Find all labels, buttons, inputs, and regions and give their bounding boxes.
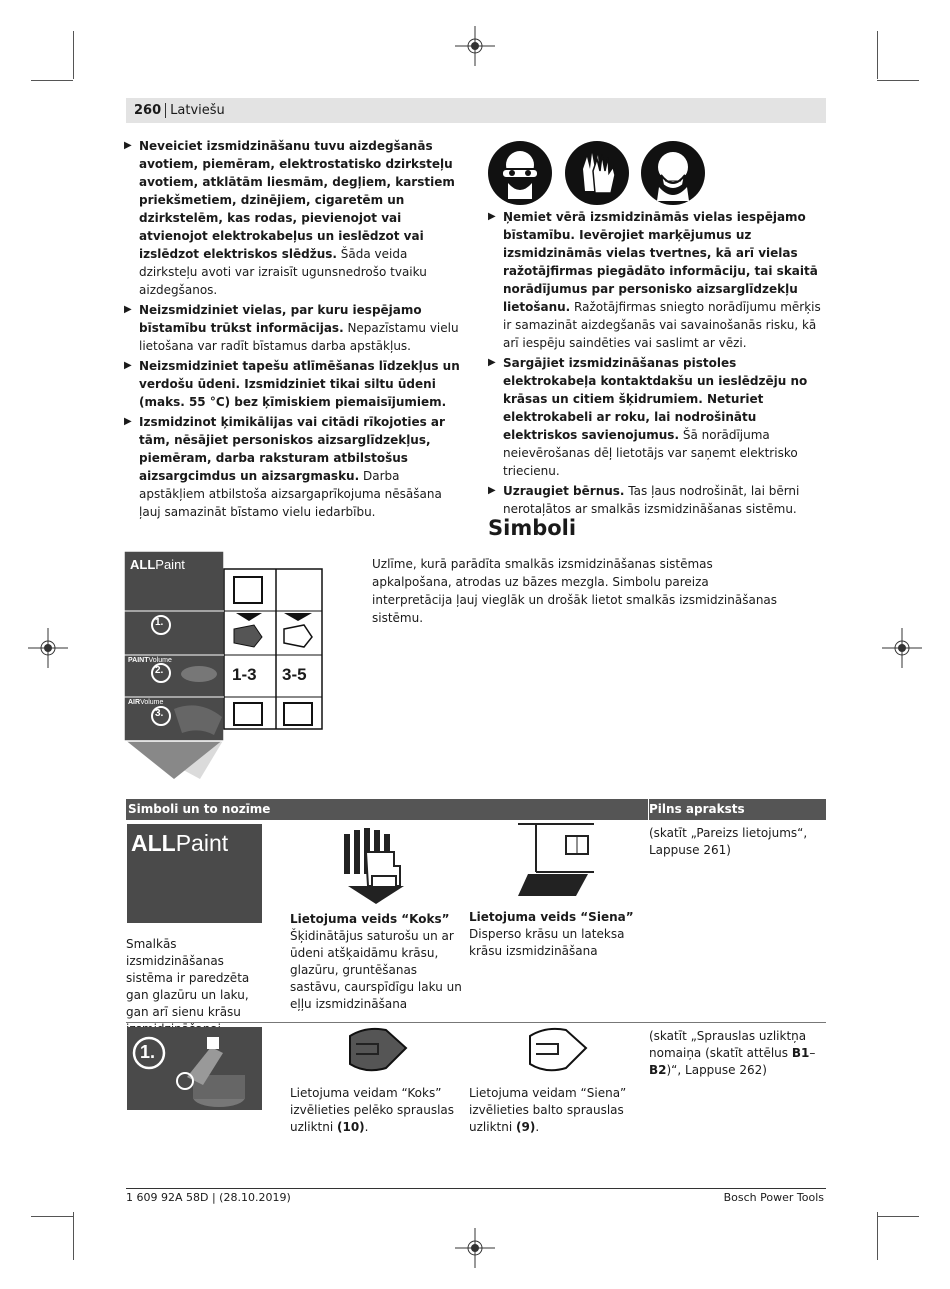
wall-application-icon [516,822,596,902]
allpaint-logo-box [127,824,262,923]
wood-application-text [290,911,465,1013]
registration-mark-left [28,628,68,668]
crop-mark [73,31,74,79]
safety-bullet: ▶ Ņemiet vērā izsmidzināmās vielas iespējamo bīstamību. Ievērojiet marķējumus uz izsmidzināmās vielas tvertnes, kā arī vielas ražotājfirmas piegādāto informāciju, tai skaitā norādījumus par personisko aizsarglīdzekļu lietošanu. Ražotājfirmas sniegto norādījumu mērķis ir samazināt aizdegšanās vai savainošanās risku, kā arī iespēju saindēties vai saslimt ar vēzi. [488,208,828,352]
wood-application-title: Lietojuma veids “Koks” [290,912,450,926]
footer-brand: Bosch Power Tools [723,1191,824,1204]
wood-application-icon [336,824,416,910]
sticker-range-wood: 1-3 [232,665,257,684]
table-head-divider [648,799,649,820]
registration-mark-top [455,26,495,66]
crop-mark [877,1216,919,1217]
grey-nozzle-icon [346,1026,410,1076]
white-nozzle-icon [526,1026,590,1076]
safety-bullet: ▶ Uzraugiet bērnus. Tas ļaus nodrošināt, lai bērni nerotaļātos ar smalkās izsmidzināšanas sistēmu. [488,482,828,518]
sticker-step-1: 1. [155,617,164,628]
gloves-icon [565,141,629,205]
step-1-label: 1. [140,1042,156,1062]
symbols-intro: Uzlīme, kurā parādīta smalkās izsmidzināšanas sistēmas apkalpošana, atrodas uz bāzes mezgla. Simbolu pareiza interpretācija ļauj vieglāk un drošāk lietot smalkās izsmidzināšanas sistēmu. [372,557,778,625]
white-nozzle-text: Lietojuma veidam “Siena” izvēlieties balto sprauslas uzliktni (9). [469,1086,627,1134]
safety-bullet: ▶ Izsmidzinot ķimikālijas vai citādi rīkojoties ar tām, nēsājiet personiskos aizsarglīdzekļus, piemēram, darba raksturam atbilstošus aizsargcimdus un aizsargmasku. Darba apstākļiem atbilstoša aizsargaprīkojuma nēsāšana ļauj samazināt bīstamo vielu iedarbību. [124,413,464,521]
table-head-description: Pilns apraksts [649,802,745,816]
mask-icon [641,141,705,205]
safety-bullet: ▶ Sargājiet izsmidzināšanas pistoles elektrokabeļa kontaktdakšu un ieslēdzēju no krāsas un citiem šķidrumiem. Neturiet elektrokabeli ar roku, lai nodrošinātu elektriskos savienojumus. Šā norādījuma neievērošanas dēļ lietotājs var saņemt elektrisko triecienu. [488,354,828,480]
crop-mark [877,31,878,79]
sticker-step-3: 3. [155,708,164,719]
grey-nozzle-text: Lietojuma veidam “Koks” izvēlieties pelēko sprauslas uzliktni (10). [290,1086,455,1134]
registration-mark-right [882,628,922,668]
safety-bullet: ▶ Neizsmidziniet tapešu atlīmēšanas līdzekļus un verdošu ūdeni. Izsmidziniet tikai siltu ūdeni (maks. 55 °C) bez ķīmiskiem piemaisījumiem. [124,357,464,411]
page-language: Latviešu [170,103,225,118]
left-column [124,137,464,523]
section-title: Simboli [488,516,577,540]
sticker-air-volume: AIRVolume [128,699,164,706]
sticker-range-wall: 3-5 [282,665,307,684]
crop-mark [877,1212,878,1260]
step-1-box [127,1027,262,1110]
crop-mark [877,80,919,81]
sticker-brand-logo: ALLPaint [130,557,185,572]
page-header [134,103,225,118]
wood-application-desc: Šķidinātājus saturošu un ar ūdeni atšķaidāmu krāsu, glazūru, gruntēšanas sastāvu, caurspīdīgu laku un eļļu izsmidzināšana [290,929,462,1011]
wall-application-title: Lietojuma veids “Siena” [469,910,634,924]
page-number: 260 [134,103,162,118]
footer-rule [126,1188,826,1189]
goggles-icon [488,141,552,205]
table-head-symbols: Simboli un to nozīme [128,802,271,816]
symbols-table-header [126,799,826,820]
sticker-step-2: 2. [155,665,164,676]
crop-mark [31,80,73,81]
safety-bullet: ▶ Neizsmidziniet vielas, par kuru iespējamo bīstamību trūkst informācijas. Nepazīstamu vielu lietošana var radīt bīstamus darba apstākļus. [124,301,464,355]
reference-proper-use: (skatīt „Pareizs lietojums“, Lappuse 261) [649,826,808,857]
safety-bullet: ▶ Neveiciet izsmidzināšanu tuvu aizdegšanās avotiem, piemēram, elektrostatisko dzirksteļu avotiem, atklātām liesmām, degļiem, karstiem priekšmetiem, dzinējiem, cigaretēm un dzirkstelēm, kas rodas, pievienojot vai atvienojot elektrokabeļus un ieslēdzot vai izslēdzot elektriskos slēdžus. Šāda veida dzirksteļu avoti var izraisīt ugunsnedrošo tvaiku aizdegšanos. [124,137,464,299]
reference-nozzle-change: (skatīt „Sprauslas uzliktņa nomaiņa (skatīt attēlus B1–B2)“, Lappuse 262) [649,1029,816,1077]
header-bar [126,98,826,123]
registration-mark-bottom [455,1228,495,1268]
crop-mark [73,1212,74,1260]
sticker-paint-volume: PAINTVolume [128,657,172,664]
allpaint-logo: ALLPaint [131,830,229,856]
sticker-illustration [124,549,326,781]
right-column [488,208,828,520]
table-row-divider [126,1022,826,1023]
allpaint-description: Smalkās izsmidzināšanas sistēma ir paredzēta gan glazūru un laku, gan arī sienu krāsu [126,937,250,1019]
wall-application-text [469,909,639,960]
crop-mark [31,1216,73,1217]
footer-doc-id: 1 609 92A 58D | (28.10.2019) [126,1191,291,1204]
wall-application-desc: Disperso krāsu un lateksa krāsu izsmidzināšana [469,927,625,958]
